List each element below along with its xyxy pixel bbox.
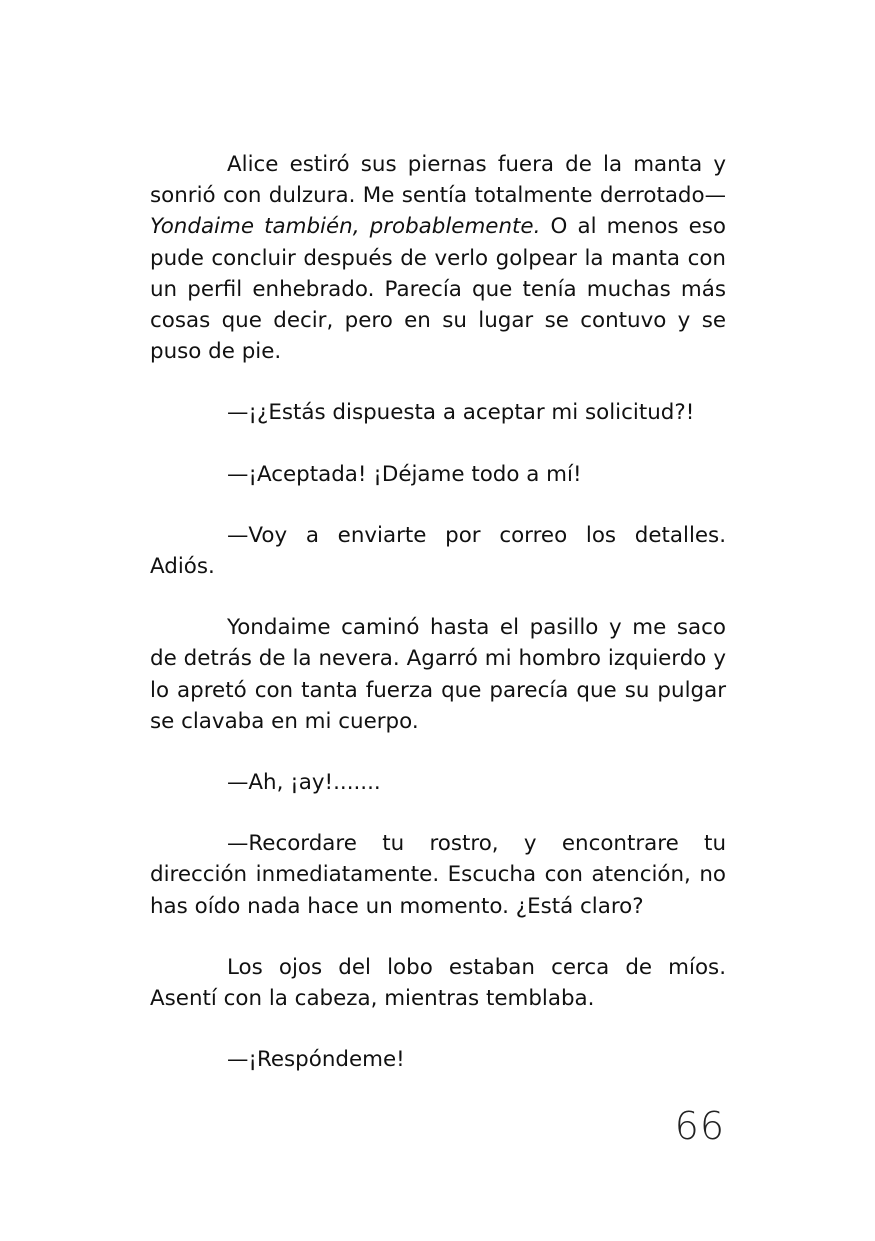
- paragraph-text: Yondaime caminó hasta el pasillo y me saco de detrás de la nevera. Agarró mi hombro izquierdo y lo apretó con tanta fuerza que parecía que su pulgar se clavaba en mi cuerpo.: [150, 615, 726, 734]
- dialogue-line: [150, 828, 726, 922]
- paragraph-text: Los ojos del lobo estaban cerca de míos. Asentí con la cabeza, mientras temblaba.: [150, 954, 726, 1012]
- dialogue-line: [150, 459, 726, 490]
- dialogue-line: [150, 520, 726, 582]
- dialogue-line: [150, 397, 726, 428]
- page-number: 66: [674, 1104, 725, 1148]
- paragraph-text: O al menos eso pude concluir después de verlo golpear la manta con un perfil enhebrado. Parecía que tenía muchas más cosas que decir, pero en su lugar se contuvo y se puso de pie.: [150, 214, 727, 365]
- dialogue-line: [150, 767, 726, 798]
- paragraph: [150, 612, 726, 737]
- paragraph: [150, 149, 726, 367]
- paragraph-text: —¡Aceptada! ¡Déjame todo a mí!: [227, 461, 582, 487]
- paragraph-text: —¡¿Estás dispuesta a aceptar mi solicitud?!: [227, 400, 695, 426]
- paragraph-text: —¡Respóndeme!: [227, 1047, 405, 1073]
- dialogue-line: [150, 1044, 726, 1075]
- paragraph-text: —Recordare tu rostro, y encontrare tu dirección inmediatamente. Escucha con atención, no has oído nada hace un momento. ¿Está claro?: [150, 831, 726, 919]
- paragraph-text: —Ah, ¡ay!.......: [227, 770, 381, 796]
- paragraph-text: Alice estiró sus piernas fuera de la manta y sonrió con dulzura. Me sentía totalmente derrotado—: [150, 152, 726, 209]
- paragraph-italic-text: Yondaime también, probablemente.: [150, 214, 541, 240]
- body-text: [150, 149, 726, 1105]
- paragraph: [150, 952, 726, 1014]
- paragraph-text: —Voy a enviarte por correo los detalles. Adiós.: [150, 522, 726, 580]
